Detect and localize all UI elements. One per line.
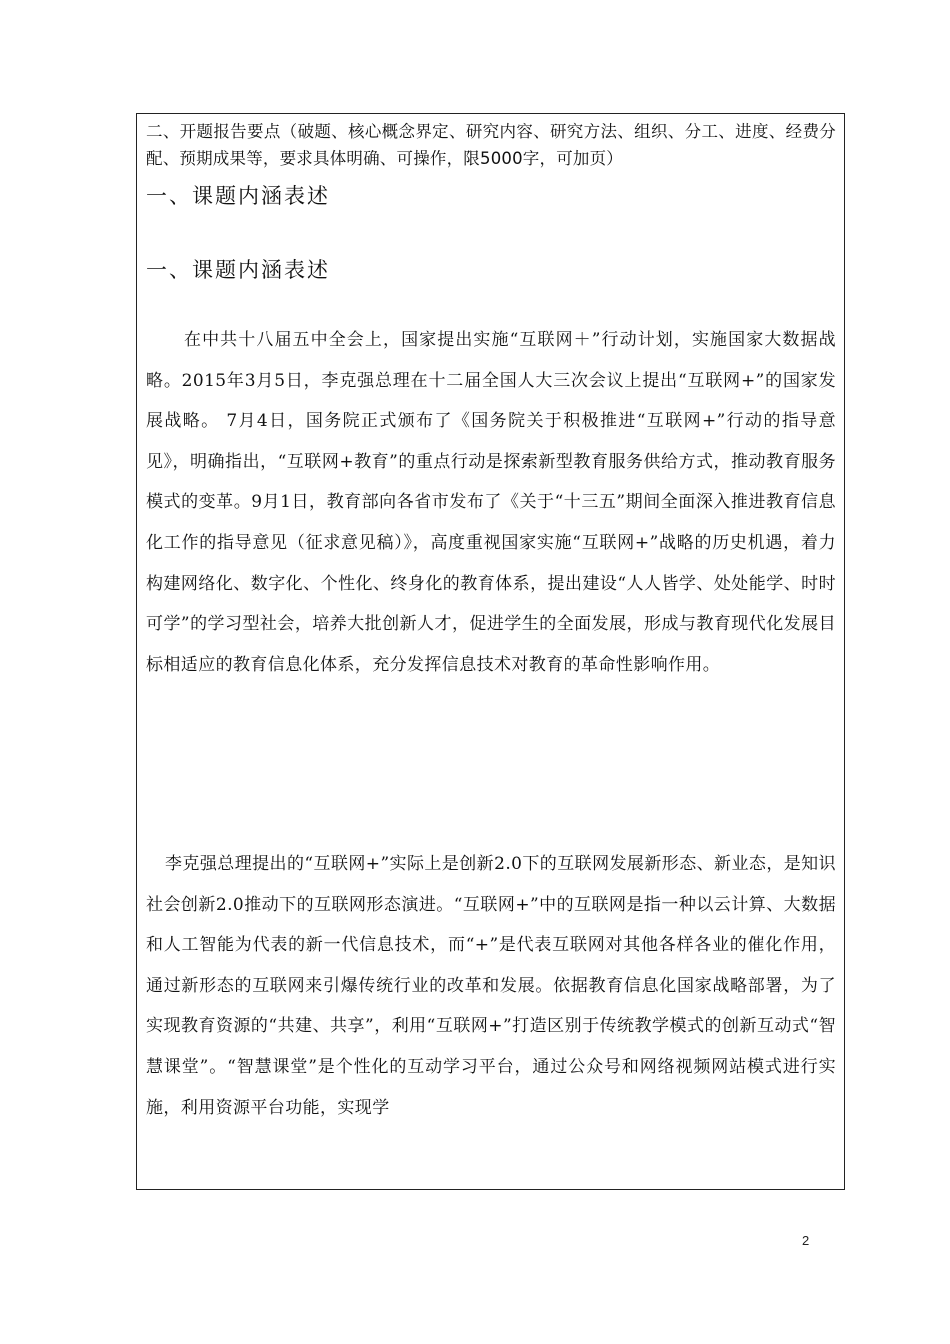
report-requirements-note: 二、开题报告要点（破题、核心概念界定、研究内容、研究方法、组织、分工、进度、经费分配、预期成果等，要求具体明确、可操作，限5000字，可加页） — [146, 122, 836, 168]
page-number: 2 — [802, 1233, 810, 1248]
report-table-cell — [136, 113, 845, 1190]
section-heading-1: 一、课题内涵表述 — [146, 184, 330, 208]
section-heading-2: 一、课题内涵表述 — [146, 258, 330, 282]
body-paragraph-1: 在中共十八届五中全会上，国家提出实施“互联网＋”行动计划，实施国家大数据战略。2015年3月5日，李克强总理在十二届全国人大三次会议上提出“互联网+”的国家发展战略。 7月4日，国务院正式颁布了《国务院关于积极推进“互联网+”行动的指导意见》，明确指出，“互联网+教育”的重点行动是探索新型教育服务供给方式，推动教育服务模式的变革。9月1日，教育部向各省市发布了《关于“十三五”期间全面深入推进教育信息化工作的指导意见（征求意见稿）》，高度重视国家实施“互联网+”战略的历史机遇，着力构建网络化、数字化、个性化、终身化的教育体系，提出建设“人人皆学、处处能学、时时可学”的学习型社会，培养大批创新人才，促进学生的全面发展，形成与教育现代化发展目标相适应的教育信息化体系，充分发挥信息技术对教育的革命性影响作用。 — [146, 330, 836, 675]
body-paragraph-2: 李克强总理提出的“互联网+”实际上是创新2.0下的互联网发展新形态、新业态，是知识社会创新2.0推动下的互联网形态演进。“互联网+”中的互联网是指一种以云计算、大数据和人工智能为代表的新一代信息技术，而“+”是代表互联网对其他各样各业的催化作用，通过新形态的互联网来引爆传统行业的改革和发展。依据教育信息化国家战略部署，为了实现教育资源的“共建、共享”，利用“互联网+”打造区别于传统教学模式的创新互动式“智慧课堂”。“智慧课堂”是个性化的互动学习平台，通过公众号和网络视频网站模式进行实施，利用资源平台功能，实现学 — [146, 854, 836, 1118]
